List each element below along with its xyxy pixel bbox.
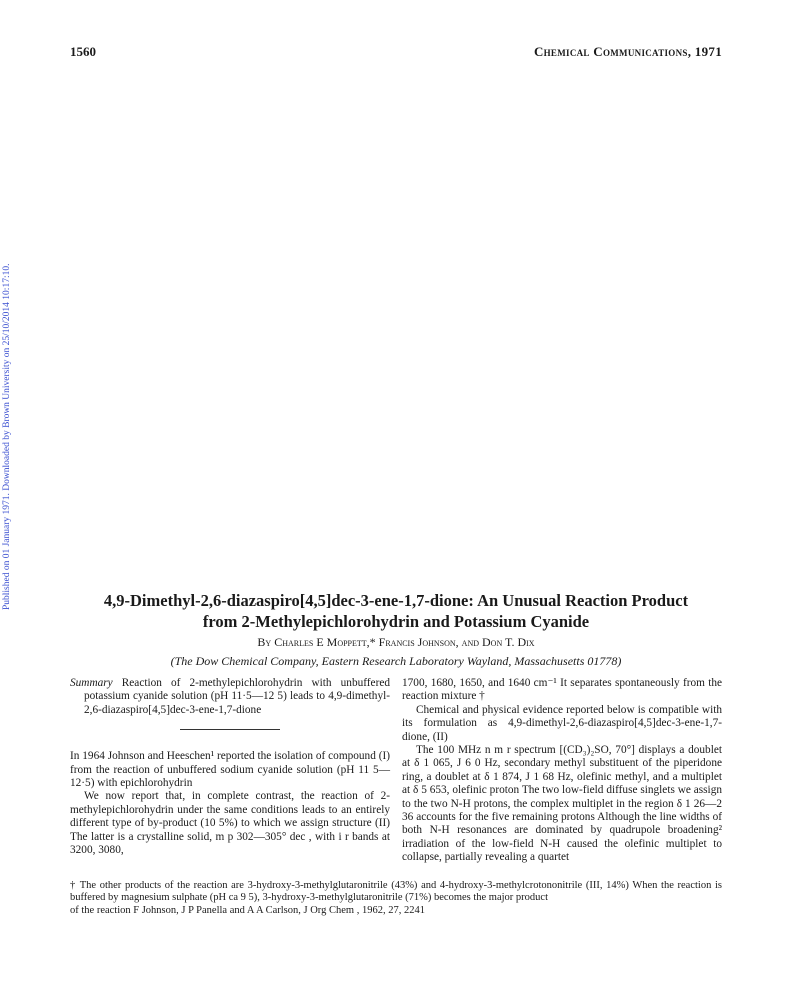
right-column	[402, 677, 722, 865]
summary-label: Summary	[70, 677, 113, 689]
title-line-1: 4,9-Dimethyl-2,6-diazaspiro[4,5]dec-3-ene-1,7-dione: An Unusual Reaction Product	[103, 591, 689, 610]
page-number: 1560	[70, 44, 96, 59]
ir-continuation-paragraph: 1700, 1680, 1650, and 1640 cm⁻¹ It separates spontaneously from the reaction mixture †	[402, 677, 722, 703]
results-paragraph: We now report that, in complete contrast, the reaction of 2-methylepichlorohydrin under the same conditions leads to an entirely different type of by-product (10 5%) to which we assign structure (II) The latter is a crystalline solid, m p 302—305° dec , with i r bands at 3200, 3080,	[70, 790, 390, 857]
download-notice[interactable]: Published on 01 January 1971. Downloaded by Brown University on 25/10/2014 10:17:10.	[2, 263, 12, 610]
affiliation: (The Dow Chemical Company, Eastern Research Laboratory Wayland, Massachusetts 01778)	[170, 654, 622, 668]
nmr-paragraph: The 100 MHz n m r spectrum [(CD₃)₂SO, 70°] displays a doublet at δ 1 065, J 6 0 Hz, secondary methyl substituent of the piperidone ring, a doublet at δ 1 874, J 1 68 Hz, olefinic methyl, and a multiplet at δ 5 653, olefinic proton The two low-field diffuse singlets we assign to the two N-H protons, the complex multiplet in the region δ 1 26—2 36 accounts for the five remaining protons Although the line widths of both N-H resonances are dominated by quadrupole broadening² irradiation of the low-field N-H caused the olefinic multiplet to collapse, partially revealing a quartet	[402, 744, 722, 864]
footnotes	[70, 880, 722, 917]
journal-title: Chemical Communications, 1971	[533, 44, 722, 59]
formulation-paragraph: Chemical and physical evidence reported below is compatible with its formulation as 4,9-dimethyl-2,6-diazaspiro[4,5]dec-3-ene-1,7-dione, (II)	[402, 703, 722, 743]
footnote-reference: of the reaction F Johnson, J P Panella and A A Carlson, J Org Chem , 1962, 27, 2241	[70, 904, 425, 916]
intro-paragraph: In 1964 Johnson and Heeschen¹ reported the isolation of compound (I) from the reaction of unbuffered sodium cyanide solution (pH 11 5—12·5) with epichlorohydrin	[70, 750, 390, 790]
summary-paragraph	[70, 677, 390, 717]
left-column	[70, 677, 390, 857]
title-line-2: from 2-Methylepichlorohydrin and Potassium Cyanide	[202, 612, 590, 631]
footnote-dagger: † The other products of the reaction are 3-hydroxy-3-methylglutaronitrile (43%) and 4-hydroxy-3-methylcrotononitrile (III, 14%) When the reaction is buffered by magnesium sulphate (pH ca 9 5), 3-hydroxy-3-methylglutaronitrile (71%) becomes the major product	[70, 880, 722, 904]
article-title	[70, 590, 722, 632]
summary-text: Reaction of 2-methylepichlorohydrin with unbuffered potassium cyanide solution (pH 11·5—12 5) leads to 4,9-dimethyl-2,6-diazaspiro[4,5]dec-3-ene-1,7-dione	[84, 677, 390, 716]
section-divider	[180, 729, 280, 730]
author-list: By Charles E Moppett,* Francis Johnson, and Don T. Dix	[257, 635, 535, 649]
